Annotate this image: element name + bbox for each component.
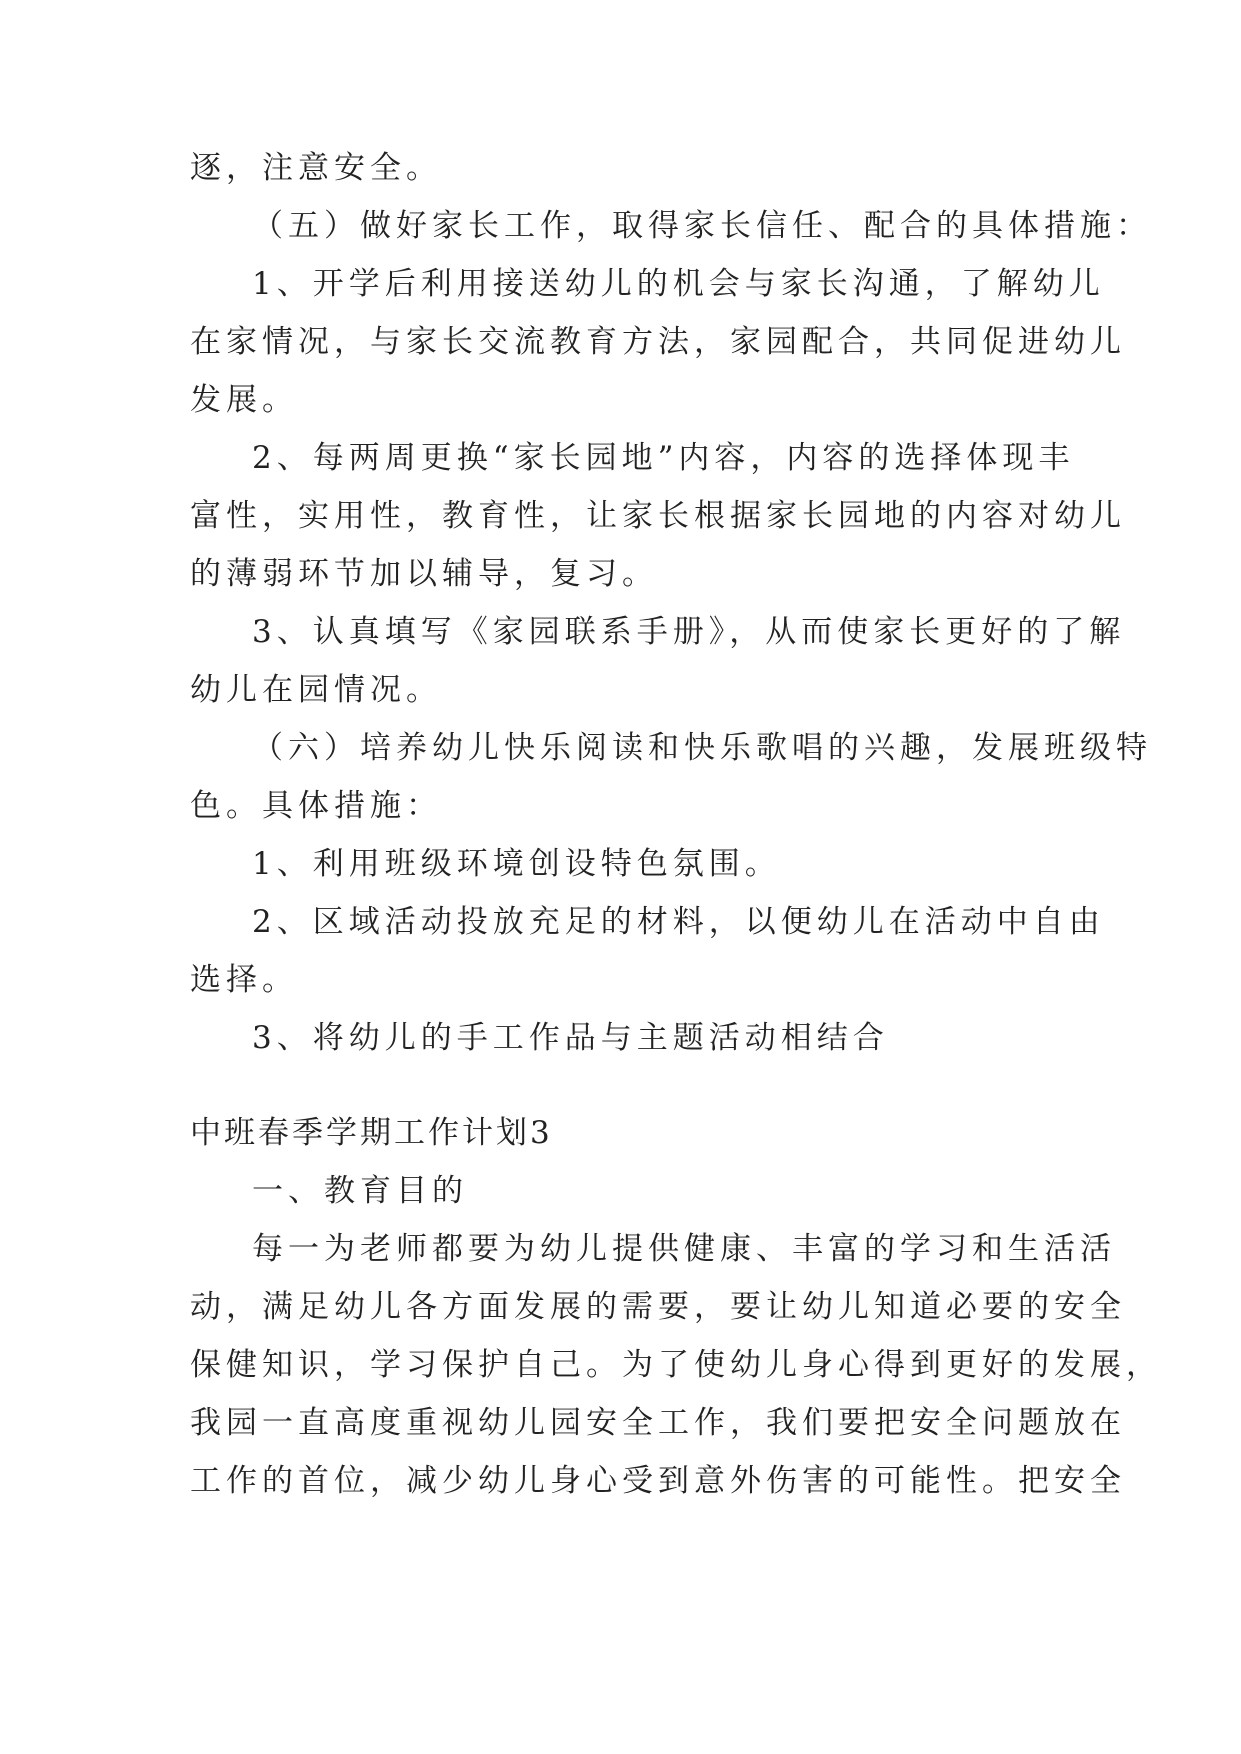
section-title: 中班春季学期工作计划3 bbox=[190, 1115, 553, 1151]
paragraph-line: 在家情况，与家长交流教育方法，家园配合，共同促进幼儿 bbox=[190, 324, 1126, 360]
paragraph-line: 色。具体措施： bbox=[190, 788, 442, 824]
paragraph-line: 的薄弱环节加以辅导，复习。 bbox=[190, 556, 658, 592]
paragraph-line: 3、将幼儿的手工作品与主题活动相结合 bbox=[252, 1020, 889, 1056]
paragraph-line: 每一为老师都要为幼儿提供健康、丰富的学习和生活活 bbox=[252, 1231, 1116, 1267]
paragraph-line: 选择。 bbox=[190, 962, 298, 998]
paragraph-line: 3、认真填写《家园联系手册》，从而使家长更好的了解 bbox=[252, 614, 1126, 650]
paragraph-line: 我园一直高度重视幼儿园安全工作，我们要把安全问题放在 bbox=[190, 1405, 1126, 1441]
paragraph-line: 发展。 bbox=[190, 382, 298, 418]
section-heading-five: （五）做好家长工作，取得家长信任、配合的具体措施： bbox=[252, 208, 1152, 244]
paragraph-line: 2、每两周更换“家长园地”内容，内容的选择体现丰 bbox=[252, 440, 1075, 476]
paragraph-line: 动，满足幼儿各方面发展的需要，要让幼儿知道必要的安全 bbox=[190, 1289, 1126, 1325]
paragraph-line: 逐，注意安全。 bbox=[190, 150, 442, 186]
paragraph-line: 2、区域活动投放充足的材料，以便幼儿在活动中自由 bbox=[252, 904, 1105, 940]
paragraph-line: 1、开学后利用接送幼儿的机会与家长沟通，了解幼儿 bbox=[252, 266, 1105, 302]
section-heading-six: （六）培养幼儿快乐阅读和快乐歌唱的兴趣，发展班级特 bbox=[252, 730, 1152, 766]
paragraph-line: 幼儿在园情况。 bbox=[190, 672, 442, 708]
subsection-heading: 一、教育目的 bbox=[252, 1173, 468, 1209]
paragraph-line: 富性，实用性，教育性，让家长根据家长园地的内容对幼儿 bbox=[190, 498, 1126, 534]
paragraph-line: 1、利用班级环境创设特色氛围。 bbox=[252, 846, 781, 882]
paragraph-line: 保健知识，学习保护自己。为了使幼儿身心得到更好的发展， bbox=[190, 1347, 1162, 1383]
paragraph-line: 工作的首位，减少幼儿身心受到意外伤害的可能性。把安全 bbox=[190, 1463, 1126, 1499]
